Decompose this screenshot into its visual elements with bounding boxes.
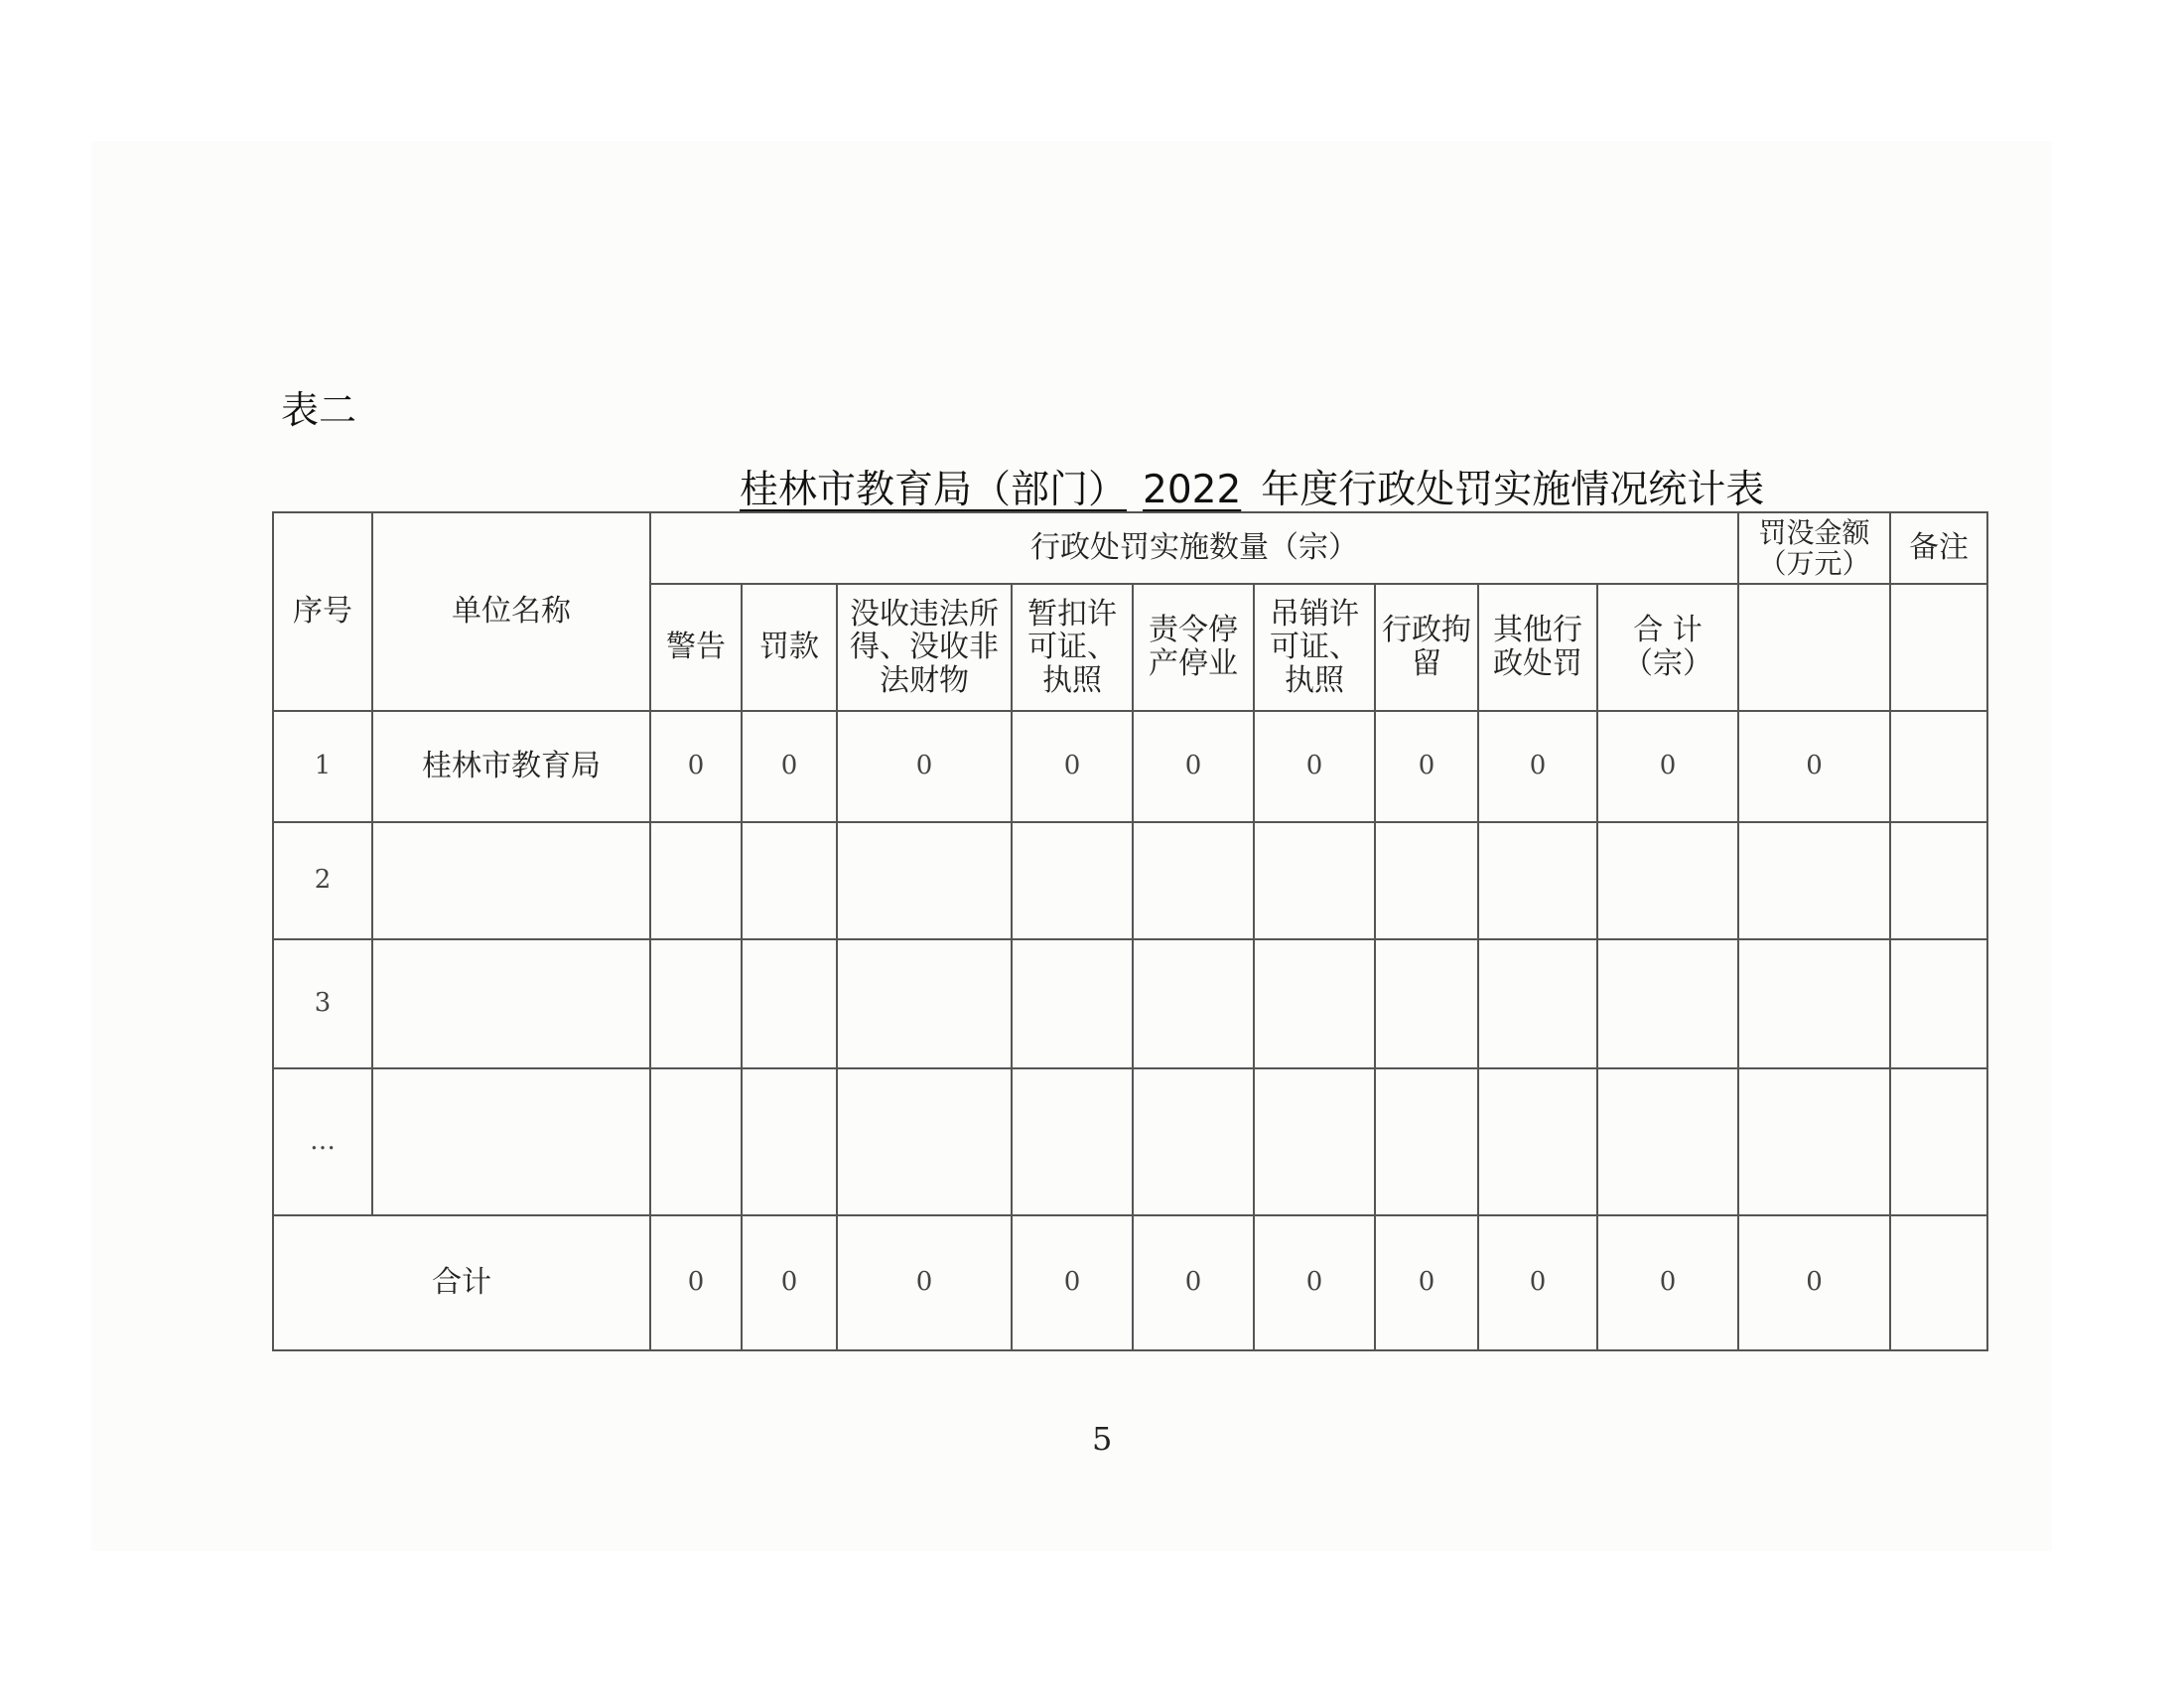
- total-value: 0: [1478, 1215, 1597, 1350]
- row-value: 0: [837, 711, 1012, 822]
- header-fine-amount-blank: [1738, 584, 1890, 711]
- total-value: 0: [1597, 1215, 1738, 1350]
- row-unit-name: [372, 1068, 650, 1215]
- row-seq: …: [273, 1068, 372, 1215]
- row-value: [742, 1068, 837, 1215]
- row-value: [742, 822, 837, 939]
- total-value: 0: [1254, 1215, 1375, 1350]
- row-value: [1375, 1068, 1478, 1215]
- title-rest: 年度行政处罚实施情况统计表: [1261, 468, 1765, 512]
- table-row: [273, 822, 1987, 939]
- title-department: 桂林市教育局（部门）: [740, 468, 1128, 512]
- row-value: [1254, 1068, 1375, 1215]
- total-value: 0: [742, 1215, 837, 1350]
- row-value: [650, 1068, 742, 1215]
- header-unit-name: 单位名称: [372, 512, 650, 711]
- row-value: [1597, 822, 1738, 939]
- row-value: 0: [650, 711, 742, 822]
- row-seq: 3: [273, 939, 372, 1068]
- total-label: 合计: [273, 1215, 650, 1350]
- header-col-fine: 罚款: [742, 584, 837, 711]
- total-value: 0: [650, 1215, 742, 1350]
- row-value: [1254, 822, 1375, 939]
- row-value: [1375, 939, 1478, 1068]
- row-unit-name: [372, 822, 650, 939]
- row-value: [1738, 1068, 1890, 1215]
- row-seq: 1: [273, 711, 372, 822]
- row-value: [837, 822, 1012, 939]
- header-col-subtotal: 合 计（宗）: [1597, 584, 1738, 711]
- row-value: 0: [1133, 711, 1254, 822]
- row-value: [1738, 822, 1890, 939]
- header-col-warning: 警告: [650, 584, 742, 711]
- table-label: 表二: [281, 388, 357, 432]
- total-value: 0: [1375, 1215, 1478, 1350]
- row-value: [1478, 1068, 1597, 1215]
- page-number: 5: [1092, 1420, 1113, 1458]
- row-value: [1012, 1068, 1133, 1215]
- row-remark: [1890, 822, 1987, 939]
- total-value: 0: [837, 1215, 1012, 1350]
- total-remark: [1890, 1215, 1987, 1350]
- header-col-other-penalty: 其他行政处罚: [1478, 584, 1597, 711]
- header-penalty-count-group: 行政处罚实施数量（宗）: [650, 512, 1738, 584]
- row-remark: [1890, 939, 1987, 1068]
- row-value: [1597, 1068, 1738, 1215]
- row-value: [650, 939, 742, 1068]
- row-value: [1478, 939, 1597, 1068]
- total-value: 0: [1738, 1215, 1890, 1350]
- row-value: [1133, 939, 1254, 1068]
- row-value: [742, 939, 837, 1068]
- header-fine-amount: 罚没金额（万元）: [1738, 512, 1890, 584]
- row-value: [1738, 939, 1890, 1068]
- header-col-confiscation: 没收违法所得、没收非法财物: [837, 584, 1012, 711]
- penalty-statistics-table: [272, 511, 1988, 1351]
- row-remark: [1890, 711, 1987, 822]
- header-col-license-suspension: 暂扣许可证、执照: [1012, 584, 1133, 711]
- header-remark: 备注: [1890, 512, 1987, 584]
- row-value: [837, 939, 1012, 1068]
- row-value: [1375, 822, 1478, 939]
- table-row: [273, 711, 1987, 822]
- row-value: [1133, 1068, 1254, 1215]
- row-value: 0: [1597, 711, 1738, 822]
- row-value: 0: [1478, 711, 1597, 822]
- row-value: 0: [1012, 711, 1133, 822]
- header-col-detention: 行政拘留: [1375, 584, 1478, 711]
- row-value: [1254, 939, 1375, 1068]
- row-value: [1478, 822, 1597, 939]
- table-row: [273, 1068, 1987, 1215]
- row-value: [650, 822, 742, 939]
- title-year: 2022: [1143, 468, 1242, 512]
- total-value: 0: [1012, 1215, 1133, 1350]
- row-value: [1597, 939, 1738, 1068]
- header-col-production-halt: 责令停产停业: [1133, 584, 1254, 711]
- row-value: 0: [1375, 711, 1478, 822]
- row-value: [837, 1068, 1012, 1215]
- header-col-license-revocation: 吊销许可证、执照: [1254, 584, 1375, 711]
- header-seq: 序号: [273, 512, 372, 711]
- table-body: [273, 512, 1987, 1350]
- header-remark-blank: [1890, 584, 1987, 711]
- row-remark: [1890, 1068, 1987, 1215]
- row-unit-name: [372, 939, 650, 1068]
- total-row: [273, 1215, 1987, 1350]
- header-row-top: [273, 512, 1987, 584]
- row-value: [1133, 822, 1254, 939]
- row-seq: 2: [273, 822, 372, 939]
- table-row: [273, 939, 1987, 1068]
- row-value: [1012, 822, 1133, 939]
- row-value: 0: [742, 711, 837, 822]
- document-title: [740, 459, 1764, 514]
- row-unit-name: 桂林市教育局: [372, 711, 650, 822]
- total-value: 0: [1133, 1215, 1254, 1350]
- row-value: 0: [1254, 711, 1375, 822]
- row-value: [1012, 939, 1133, 1068]
- row-value: 0: [1738, 711, 1890, 822]
